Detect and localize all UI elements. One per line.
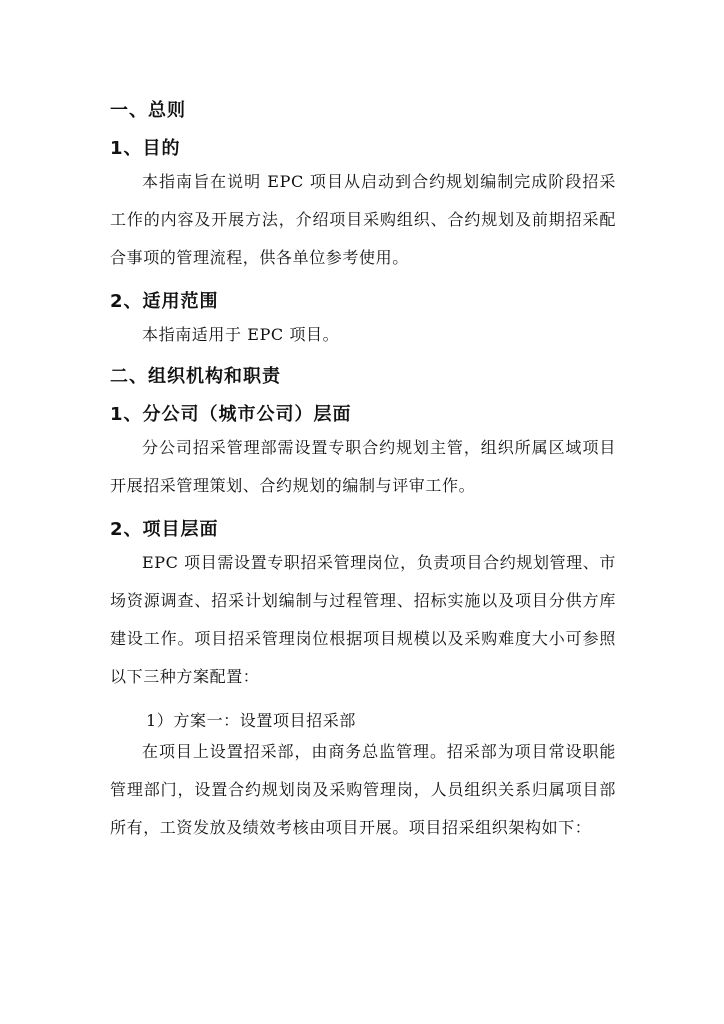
paragraph-project: EPC 项目需设置专职招采管理岗位，负责项目合约规划管理、市场资源调查、招采计划编制与过程管理、招标实施以及项目分供方库建设工作。项目招采管理岗位根据项目规模以及采购难度大小可参照以下三种方案配置： — [110, 553, 616, 686]
heading-organization: 二、组织机构和职责 — [110, 366, 281, 387]
paragraph-option-one: 在项目上设置招采部，由商务总监管理。招采部为项目常设职能管理部门，设置合约规划岗及采购管理岗，人员组织关系归属项目部所有，工资发放及绩效考核由项目开展。项目招采组织架构如下： — [110, 742, 616, 837]
heading-branch-level: 1、分公司（城市公司）层面 — [110, 404, 352, 425]
heading-project-level: 2、项目层面 — [110, 519, 219, 540]
heading-general: 一、总则 — [110, 100, 186, 121]
heading-scope: 2、适用范围 — [110, 291, 219, 312]
heading-purpose: 1、目的 — [110, 138, 181, 159]
paragraph-purpose: 本指南旨在说明 EPC 项目从启动到合约规划编制完成阶段招采工作的内容及开展方法，介绍项目采购组织、合约规划及前期招采配合事项的管理流程，供各单位参考使用。 — [110, 172, 616, 267]
option-one-label: 1）方案一：设置项目招采部 — [146, 711, 356, 730]
paragraph-scope: 本指南适用于 EPC 项目。 — [142, 325, 340, 344]
paragraph-branch: 分公司招采管理部需设置专职合约规划主管，组织所属区域项目开展招采管理策划、合约规划的编制与评审工作。 — [110, 438, 616, 495]
